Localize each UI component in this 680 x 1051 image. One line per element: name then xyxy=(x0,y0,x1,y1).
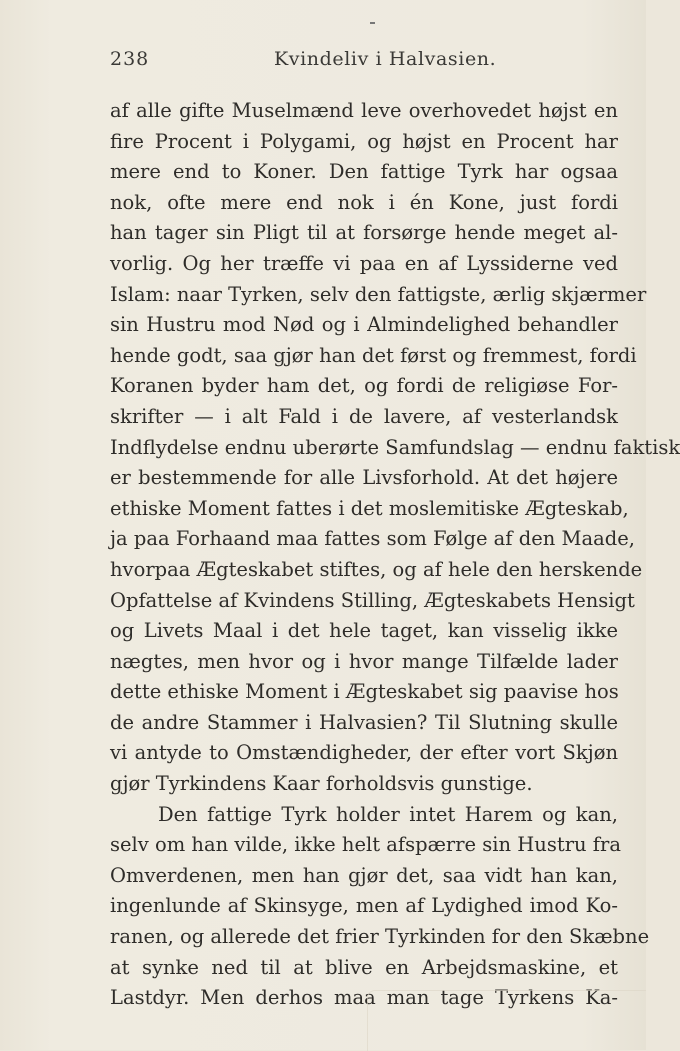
text-line: mere end to Koner. Den fattige Tyrk har ogsaa xyxy=(110,160,618,184)
text-line: Omverdenen, men han gjør det, saa vidt han kan, xyxy=(110,863,618,887)
text-line: af alle gifte Muselmænd leve overhovedet højst en xyxy=(110,99,618,122)
running-title: Kvindeliv i Halvasien. xyxy=(274,48,497,70)
text-line: ethiske Moment fattes i det moslemitiske Ægteskab, xyxy=(110,496,629,520)
text-line: nok, ofte mere end nok i én Kone, just fordi xyxy=(110,190,618,214)
text-line: gjør Tyrkindens Kaar forholdsvis gunstige. xyxy=(110,772,533,796)
text-line: ranen, og allerede det frier Tyrkinden for den Skæbne xyxy=(110,925,650,949)
text-line: nægtes, men hvor og i hvor mange Tilfælde lader xyxy=(110,649,618,673)
text-line: sin Hustru mod Nød og i Almindelighed behandler xyxy=(110,313,618,337)
page-number: 238 xyxy=(110,48,150,70)
text-line: Opfattelse af Kvindens Stilling, Ægteskabets Hensigt xyxy=(110,588,635,612)
text-line: Lastdyr. Men derhos maa man tage Tyrkens Ka- xyxy=(110,986,618,1010)
text-line: fire Procent i Polygami, og højst en Procent har xyxy=(110,129,618,153)
text-line: vorlig. Og her træffe vi paa en af Lyssiderne ved xyxy=(110,251,618,275)
text-line: hende godt, saa gjør han det først og fremmest, fordi xyxy=(110,343,637,367)
page-edge xyxy=(367,990,646,1051)
text-line: han tager sin Pligt til at forsørge hende meget al- xyxy=(110,221,618,245)
text-line: Koranen byder ham det, og fordi de religiøse For- xyxy=(110,374,618,398)
text-line: vi antyde to Omstændigheder, der efter vort Skjøn xyxy=(110,741,618,765)
page-header xyxy=(110,48,630,78)
text-line: dette ethiske Moment i Ægteskabet sig paavise hos xyxy=(110,680,619,704)
text-line: Islam: naar Tyrken, selv den fattigste, ærlig skjærmer xyxy=(110,282,647,306)
text-line: og Livets Maal i det hele taget, kan visselig ikke xyxy=(110,619,618,643)
text-line: ingenlunde af Skinsyge, men af Lydighed imod Ko- xyxy=(110,894,618,918)
body-text xyxy=(110,96,680,1014)
text-line: skrifter — i alt Fald i de lavere, af vesterlandsk xyxy=(110,404,618,428)
text-line: Indflydelse endnu uberørte Samfundslag — endnu faktisk xyxy=(110,435,680,459)
stray-mark xyxy=(370,22,375,24)
text-line: hvorpaa Ægteskabet stiftes, og af hele den herskende xyxy=(110,557,643,581)
text-line: ja paa Forhaand maa fattes som Følge af den Maade, xyxy=(110,527,635,551)
text-line: Den fattige Tyrk holder intet Harem og kan, xyxy=(158,802,618,826)
text-line: selv om han vilde, ikke helt afspærre sin Hustru fra xyxy=(110,833,621,857)
text-line: de andre Stammer i Halvasien? Til Slutning skulle xyxy=(110,710,618,734)
text-line: at synke ned til at blive en Arbejdsmaskine, et xyxy=(110,955,618,979)
text-line: er bestemmende for alle Livsforhold. At det højere xyxy=(110,466,618,490)
